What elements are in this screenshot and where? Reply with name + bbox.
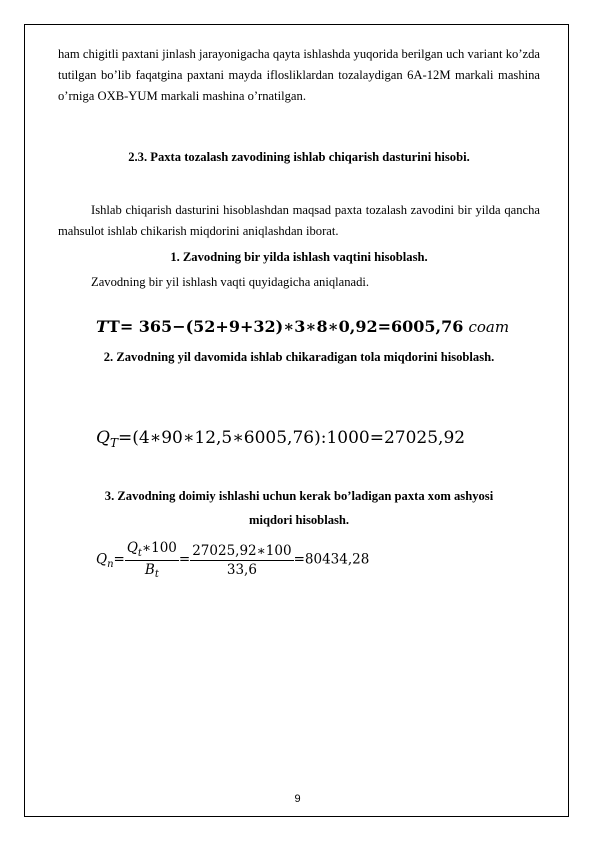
formula3-num1-var: Q: [126, 540, 138, 556]
formula2-rhs: =(4∗90∗12,5∗6005,76):1000=27025,92: [117, 428, 466, 448]
formula3-den1-sub: t: [154, 569, 159, 581]
step3-title-line1: 3. Zavodning doimiy ishlashi uchun kerak bo’ladigan paxta xom ashyosi: [104, 489, 494, 503]
page-border: [24, 24, 569, 817]
formula-raw-cotton: $Q_n=$ $\frac{Q_t∗100}{B_t}$ = $\frac{27025,92∗100}{33,6}$ =80434,28: [96, 540, 370, 581]
formula3-fraction1: [125, 540, 179, 580]
section-title: 2.3. Paxta tozalash zavodining ishlab chiqarish dasturini hisobi.: [128, 150, 470, 164]
formula3-num1-rest: ∗100: [141, 540, 177, 556]
page-number: 9: [294, 793, 301, 805]
step3-title-line2: miqdori hisoblash.: [248, 513, 350, 527]
step1-text: Zavodning bir yil ishlash vaqti quyidagicha aniqlanadi.: [91, 275, 370, 289]
formula1-expression: T= 365−(52+9+32)∗3∗8∗0,92=6005,76: [107, 317, 464, 336]
formula3-den2: 33,6: [226, 561, 257, 578]
formula3-fraction2: [190, 543, 293, 578]
formula2-lhs: Q: [96, 428, 110, 448]
step1-title: 1. Zavodning bir yilda ishlash vaqtini hisoblash.: [170, 250, 428, 264]
formula-fiber-output: [96, 428, 465, 451]
formula2-sub: T: [109, 436, 118, 451]
formula1-unit: coam: [468, 318, 510, 336]
formula3-lhs-sub: n: [107, 559, 114, 571]
formula3-result: =80434,28: [293, 551, 370, 568]
formula3-lhs: Q: [96, 551, 108, 568]
formula-working-time: TT= 365−(52+9+32)∗3∗8∗0,92=6005,76 coam: [96, 317, 510, 336]
intro-paragraph: ham chigitli paxtani jinlash jarayonigacha qayta ishlashda yuqorida berilgan uch variant ko’zda tutilgan bo’lib faqatgina paxtani mayda iflosliklardan tozalaydigan 6A-12M markali mashina o’rniga OXB-YUM markali mashina o’rnatilgan.: [58, 47, 540, 103]
formula3-num2: 27025,92∗100: [192, 542, 292, 559]
section-paragraph: Ishlab chiqarish dasturini hisoblashdan maqsad paxta tozalash zavodini bir yilda qancha mahsulot ishlab chikarish miqdorini aniqlashdan iborat.: [58, 203, 540, 238]
formula3-num1-sub: t: [137, 547, 142, 559]
step2-title: 2. Zavodning yil davomida ishlab chikaradigan tola miqdorini hisoblash.: [103, 350, 495, 364]
formula3-den1-var: B: [144, 561, 155, 578]
